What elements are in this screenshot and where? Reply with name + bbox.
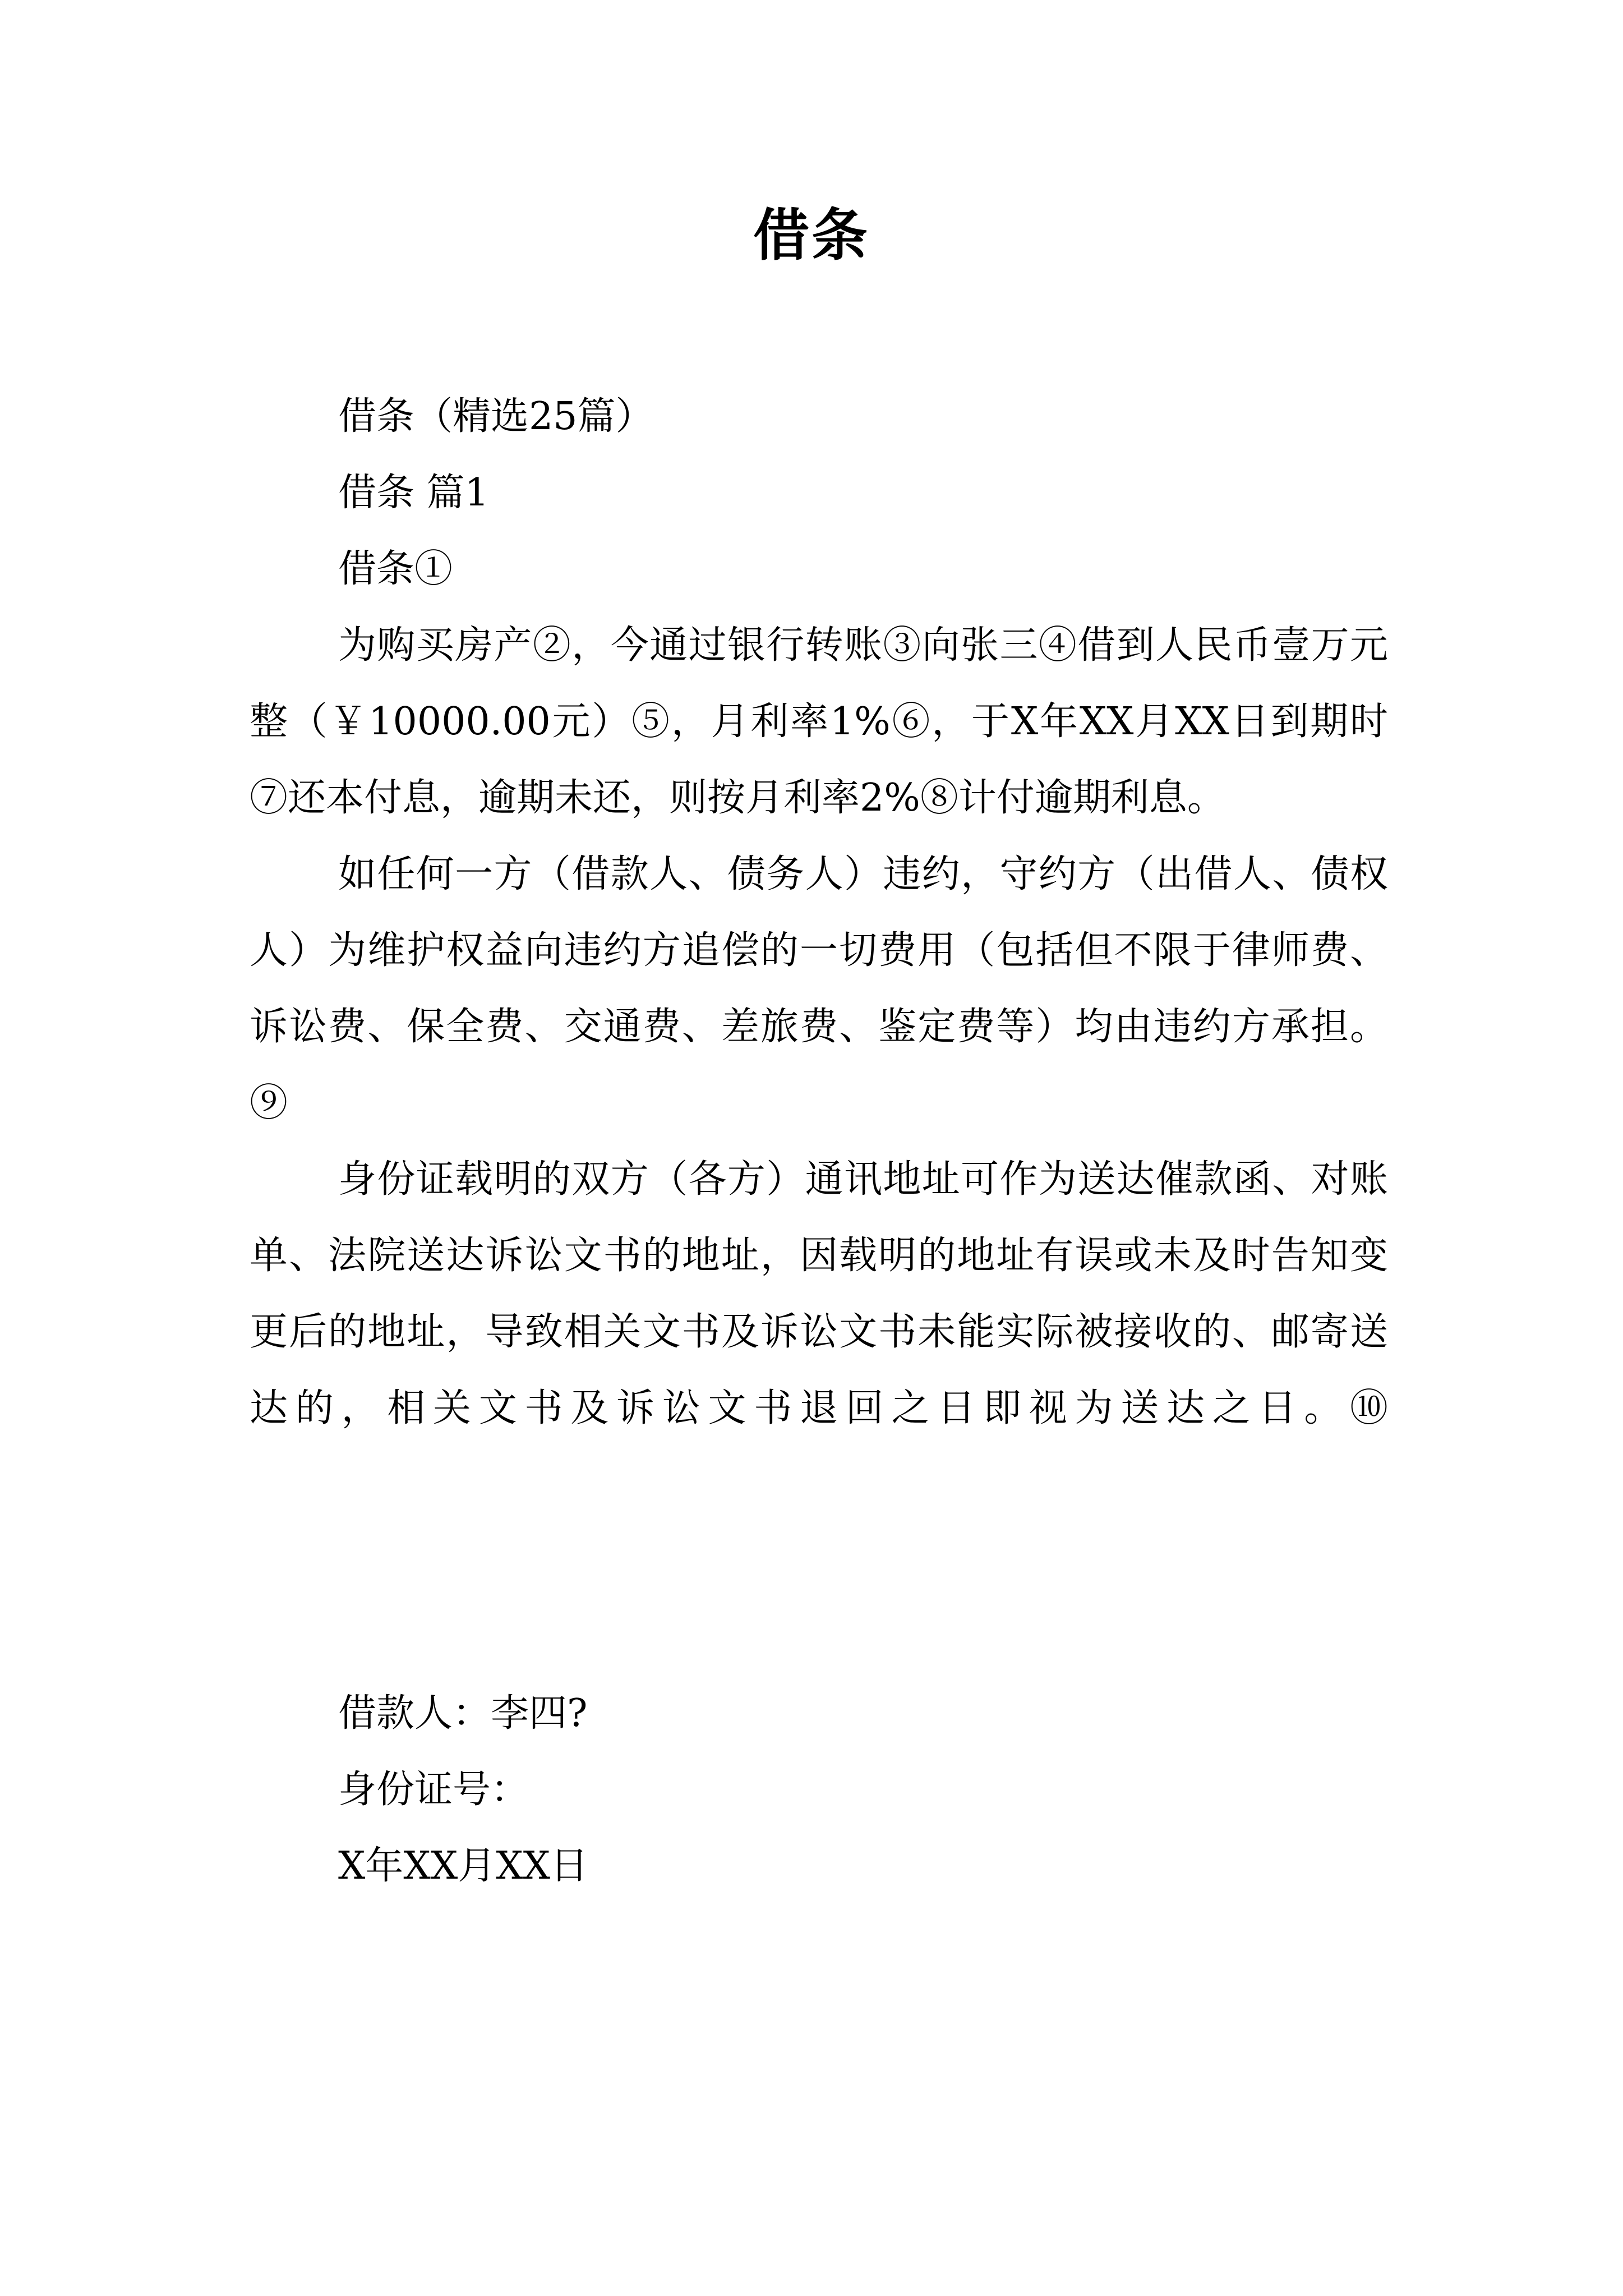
document-title: 借条 xyxy=(753,203,870,268)
section-heading: 借条 篇1 xyxy=(338,471,489,515)
id-number-line: 身份证号： xyxy=(338,1768,529,1812)
paragraph-breach-costs: 如任何一方（借款人、债务人）违约，守约方（出借人、债权人）为维护权益向违约方追偿的一切费用（包括但不限于律师费、诉讼费、保全费、交通费、差旅费、鉴定费等）均由违约方承担。⑨ xyxy=(250,852,1388,1125)
borrower-line: 借款人：李四? xyxy=(338,1691,588,1736)
date-line: X年XX月XX日 xyxy=(338,1844,589,1888)
note-heading: 借条① xyxy=(338,547,453,591)
document-body xyxy=(250,379,1388,1904)
paragraph-loan-terms: 为购买房产②，今通过银行转账③向张三④借到人民币壹万元整（￥10000.00元）⑤，月利率1%⑥，于X年XX月XX日到期时⑦还本付息，逾期未还，则按月利率2%⑧计付逾期利息。 xyxy=(250,623,1388,820)
signature-spacer xyxy=(250,1447,1388,1676)
paragraph-service-address: 身份证载明的双方（各方）通讯地址可作为送达催款函、对账单、法院送达诉讼文书的地址，因载明的地址有误或未及时告知变更后的地址，导致相关文书及诉讼文书未能实际被接收的、邮寄送达的，相关文书及诉讼文书退回之日即视为送达之日。⑩ xyxy=(250,1157,1388,1430)
subtitle-line: 借条（精选25篇） xyxy=(338,394,654,439)
